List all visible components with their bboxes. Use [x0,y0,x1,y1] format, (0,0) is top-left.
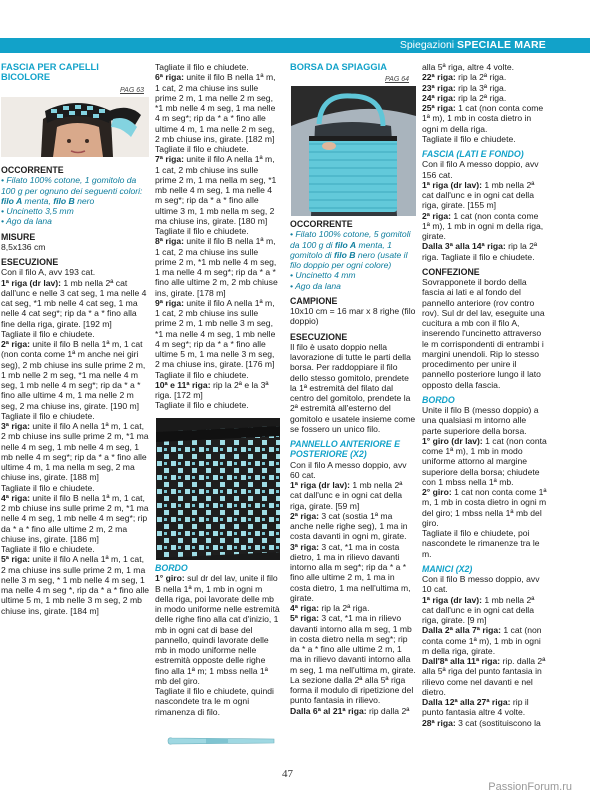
beach-bag-border-step: 1° giro (dr lav): 1 cat (non conta come 1ª m), 1 mb in modo uniforme attorno al margine superiore della borsa; chiudete con 1 mbss nella 1ª mb. [422,435,547,487]
beach-bag-materials-heading: OCCORRENTE [290,219,353,229]
headband-materials-heading: OCCORRENTE [1,165,64,175]
beach-bag-material-2: • Uncinetto 4 mm [290,270,356,281]
headband-size-heading: MISURE [1,231,36,242]
column-headband [0,62,150,82]
beach-bag-panel-step: 5ª riga: 3 cat, *1 ma in rilievo davanti intorno alla m seg, 1 mb in costa dietro nella m seg*; rip da * a * fino alle ultime 2 m, 1 ma in rilievo davanti intorno alla m seg, 1 ma nell'ultima m, girate. [290,613,416,675]
headband-step: 5ª riga: unite il filo A nella 1ª m, 1 cat, 2 ma chiuse ins sulle prime 2 m, 1 ma nelle 3 m seg, * 1 mb nelle 4 m seg, 1 ma nelle 4 m seg *, rip da * a * fino alle ultime 5 m, 1 mb nelle 3 m seg, 2 mb chiuse ins, girate. [184 m] [1,554,150,616]
beach-bag-handles-step: Dall'8ª alla 11ª riga: rip. dalla 2ª alla 5ª riga del punto fantasia in rilievo come nel davanti e nel dietro. [422,656,546,697]
beach-bag-gauge: 10x10 cm = 16 mar x 8 righe (filo doppio) [290,306,416,327]
headband-step: Tagliate il filo e chiudete. [1,482,95,493]
column-beach-bag-continued [422,62,548,728]
headband-material-2: • Uncinetto 3,5 mm [1,206,74,216]
beach-bag-border-step: Tagliate il filo e chiudete, poi nascondete le rimanenze tra le m. [422,528,540,559]
beach-bag-photo [291,86,416,216]
beach-bag-panel-step: 1ª riga (dr lav): 1 mb nella 2ª cat dall'unc e in ogni cat della riga, girate. [59 m] [290,480,403,511]
beach-bag-panel-step: La sezione dalla 2ª alla 5ª riga forma il modulo di ripetizione del punto fantasia in rilievo. [290,674,414,706]
column-beach-bag [290,62,416,72]
beach-bag-handles-step: Dalla 12ª alla 27ª riga: rip il punto fantasia altre 4 volte. [422,697,529,718]
headband-border-heading: BORDO [155,563,188,573]
beach-bag-border-step: Unite il filo B (messo doppio) a una qualsiasi m intorno alle parte superiore della borsa. [422,405,539,436]
headband-size: 8,5x136 cm [1,241,46,252]
headband-materials [0,160,150,616]
headband-material-3: • Ago da lana [1,216,52,227]
column-headband-continued [155,62,280,411]
headband-step: 10ª e 11ª riga: rip la 2ª e la 3ª riga. [172 m] [155,379,269,400]
headband-border [155,563,280,717]
beach-bag-step: 22ª riga: rip la 2ª riga. [422,72,507,83]
beach-bag-gauge-heading: CAMPIONE [290,295,338,306]
headband-step: Tagliate il filo e chiudete. [155,369,249,380]
beach-bag-step: 25ª riga: 1 cat (non conta come 1ª m), 1 mb in costa dietro in ogni m della riga. [422,103,544,134]
headband-material-1: • Filato 100% cotone, 1 gomitolo da 100 g per ognuno dei seguenti colori: filo A menta, filo B nero [1,175,143,206]
beach-bag-band-step: Con il filo A messo doppio, avv 156 cat. [422,159,539,180]
headband-page-ref: PAG 63 [120,87,144,94]
headband-step: Tagliate il filo e chiudete. [155,226,249,236]
headband-step: 6ª riga: unite il filo B nella 1ª m, 1 cat, 2 ma chiuse ins sulle prime 2 m, 1 ma nelle 2 m seg, *1 mb nelle 4 m seg, 1 ma nelle 4 m seg*; rip da * a * fino alle ultime 4 m, 1 ma nelle 2 m seg, 2 mb chiuse ins, girate. [182 m] [155,72,276,144]
beach-bag-panel-step: 4ª riga: rip la 2ª riga. [290,603,370,613]
headband-step: Tagliate il filo e chiudete. [155,144,249,154]
headband-instructions [0,267,150,616]
beach-bag-materials [290,219,416,716]
beach-bag-step: 24ª riga: rip la 2ª riga. [422,92,507,103]
beach-bag-border-step: 2° giro: 1 cat non conta come 1ª m, 1 mb in costa dietro in ogni m del giro; 1 mbss nella 1ª mb del giro. [422,487,547,528]
beach-bag-material-3: • Ago da lana [290,280,341,291]
headband-step: Con il filo A, avv 193 cat. [1,267,96,278]
headband-border-finish: Tagliate il filo e chiudete, quindi nascondete tra le m ogni rimanenza di filo. [155,686,274,717]
headband-photo [1,97,149,157]
beach-bag-band-step: Dalla 3ª alla 14ª riga: rip la 2ª riga. Tagliate il filo e chiudete. [422,241,538,262]
beach-bag-panel-heading: PANNELLO ANTERIORE E POSTERIORE (X2) [290,439,400,460]
beach-bag-panel-step: Dalla 6ª al 21ª riga: rip dalla 2ª [290,705,410,716]
headband-step: 4ª riga: unite il filo B nella 1ª m, 1 cat, 2 mb chiuse ins sulle prime 2 m, *1 ma nelle 4 m seg, 1 mb nelle 4 m seg*; rip da * a * fino alle ultime 2 m, 2 ma chiuse ins, girate. [186 m] [1,492,149,544]
headband-step: Tagliate il filo e chiudete. [1,328,95,339]
headband-step: 1ª riga (dr lav): 1 mb nella 2ª cat dall'unc e nelle 3 cat seg, 1 ma nelle 4 cat seg, *1 mb nelle 4 cat seg, 1 ma nelle 4 cat seg*; rip da * a * fino alla fine della riga, girate. [192 m] [1,277,147,329]
beach-bag-step: Tagliate il filo e chiudete. [422,133,516,144]
beach-bag-assembly-heading: CONFEZIONE [422,266,480,277]
beach-bag-step: alla 5ª riga, altre 4 volte. [422,62,515,72]
beach-bag-border-heading: BORDO [422,394,455,405]
beach-bag-handles-step: Con il filo B messo doppio, avv 10 cat. [422,574,540,595]
watermark: PassionForum.ru [488,781,572,793]
headband-step: Tagliate il filo e chiudete. [155,62,249,72]
beach-bag-page-ref: PAG 64 [385,76,409,83]
headband-stitch-photo [156,418,280,560]
beach-bag-band-step: 2ª riga: 1 cat (non conta come 1ª m), 1 mb in ogni m della riga, girate. [422,210,544,241]
headband-step: Tagliate il filo e chiudete. [155,400,249,411]
crochet-hook-icon [166,733,278,749]
headband-border-text: 1° giro: sul dr del lav, unite il filo B nella 1ª m, 1 mb in ogni m della riga, poi lavorate delle mb in modo uniforme nelle estremità delle righe fino alla cat d'inizio, 1 mb in ogni cat di base del pannello, quindi lavorate delle mb in modo uniforme nelle estremità opposte delle righe fino alla 1ª m; 1 mbss nella 1ª mb del giro. [155,573,280,686]
beach-bag-handles-step: 1ª riga (dr lav): 1 mb nella 2ª cat dall'unc e in ogni cat della riga, girate. [9 m] [422,594,535,625]
beach-bag-instructions-heading: ESECUZIONE [290,331,348,342]
beach-bag-band-heading: FASCIA (LATI E FONDO) [422,149,524,159]
beach-bag-material-1: • Filato 100% cotone, 5 gomitoli da 100 g di filo A menta, 1 gomitolo di filo B nero (usate il filo doppio per ogni colore) [290,229,411,270]
beach-bag-panel-step: Con il filo A messo doppio, avv 60 cat. [290,459,407,480]
beach-bag-step: 23ª riga: rip la 3ª riga. [422,82,507,93]
headband-step: 9ª riga: unite il filo A nella 1ª m, 1 cat, 2 mb chiuse ins sulle prime 2 m, 1 mb nelle 3 m seg, *1 ma nelle 4 m seg, 1 mb nelle 4 m seg*; rip da * a * fino alle ultime 5 m, 1 ma nelle 3 m seg, 2 ma chiuse ins, girate. [176 m] [155,297,276,370]
section-header-bar [0,38,590,53]
headband-title: FASCIA PER CAPELLI BICOLORE [1,62,99,83]
headband-step: 8ª riga: unite il filo B nella 1ª m, 1 cat, 2 ma chiuse ins sulle prime 2 m, *1 mb nelle 4 m seg, 1 ma nelle 4 m seg*; rip da * a * fino alle ultime 2 m, 2 mb chiuse ins, girate. [178 m] [155,236,278,298]
beach-bag-panel-step: 3ª riga: 3 cat, *1 ma in costa dietro, 1 ma in rilievo davanti intorno alla m seg*; rip da * a * fino alle ultime 2 m, 1 ma in costa dietro, 1 ma nell'ultima m, girate. [290,541,411,603]
headband-step: Tagliate il filo e chiudete. [1,410,95,421]
headband-step: Tagliate il filo e chiudete. [1,544,95,554]
beach-bag-assembly: Sovrapponete il bordo della fascia ai lati e al fondo del pannello anteriore (rov contro rov). Sul dr del lav, eseguite una cucitura a mb con il filo A, inserendo l'uncinetto attraverso le m corrispondenti di entrambi i margini unendoli. Rip lo stesso procedimento per unire il pannello posteriore lungo il lato opposto della fascia. [422,277,545,390]
beach-bag-panel-step: 2ª riga: 3 cat (sostia 1ª ma anche nelle righe seg), 1 ma in costa davanti in ogni m, girate. [290,510,408,542]
headband-step: 2ª riga: unite il filo B nella 1ª m, 1 cat (non conta come 1ª m anche nei giri seg), 2 mb chiuse ins sulle prime 2 m, 1 mb nelle 2 m seg, *1 ma nelle 4 m seg, 1 mb nelle 4 m seg*; rip da * a * fino alle ultime 4 m, 1 ma nelle 2 m seg, 2 ma chiuse ins, girate. [190 m] [1,339,146,411]
beach-bag-instructions: Il filo è usato doppio nella lavorazione di tutte le parti della borsa. Per raddoppiare il filo dello stesso gomitolo, prendete la 1ª estremità del filato dal centro del gomitolo, prendete la 2ª estremità all'esterno del gomitolo e usatele insieme come se fossero un unico filo. [290,341,416,434]
beach-bag-title: BORSA DA SPIAGGIA [290,62,387,72]
headband-step: 7ª riga: unite il filo A nella 1ª m, 1 cat, 2 mb chiuse ins sulle prime 2 m, 1 ma nella m seg, *1 mb nelle 4 m seg, 1 ma nelle 4 m seg*; rip da * a * fino alle ultime 3 m, 1 mb nella m seg, 2 ma chiuse ins, girate. [180 m] [155,154,277,226]
page-number: 47 [282,768,293,780]
headband-instructions-heading: ESECUZIONE [1,257,59,267]
beach-bag-band-step: 1ª riga (dr lav): 1 mb nella 2ª cat dall'unc e in ogni cat della riga, girate. [155 m] [422,179,535,211]
beach-bag-handles-step: 28ª riga: 3 cat (sostituiscono la [422,717,541,728]
section-header-title: Spiegazioni SPECIALE MARE [399,39,546,51]
beach-bag-handles-heading: MANICI (X2) [422,563,473,574]
beach-bag-handles-step: Dalla 2ª alla 7ª riga: 1 cat (non conta come 1ª m), 1 mb in ogni m della riga, girate. [422,625,542,656]
headband-step: 3ª riga: unite il filo A nella 1ª m, 1 cat, 2 mb chiuse ins sulle prime 2 m, *1 ma nelle 4 m seg, 1 mb nelle 4 m seg, 1 mb nelle 4 m seg*; rip da * a * fino alle ultime 4 m, 1 ma nella m seg, 2 ma chiuse ins, girate. [188 m] [1,421,149,483]
